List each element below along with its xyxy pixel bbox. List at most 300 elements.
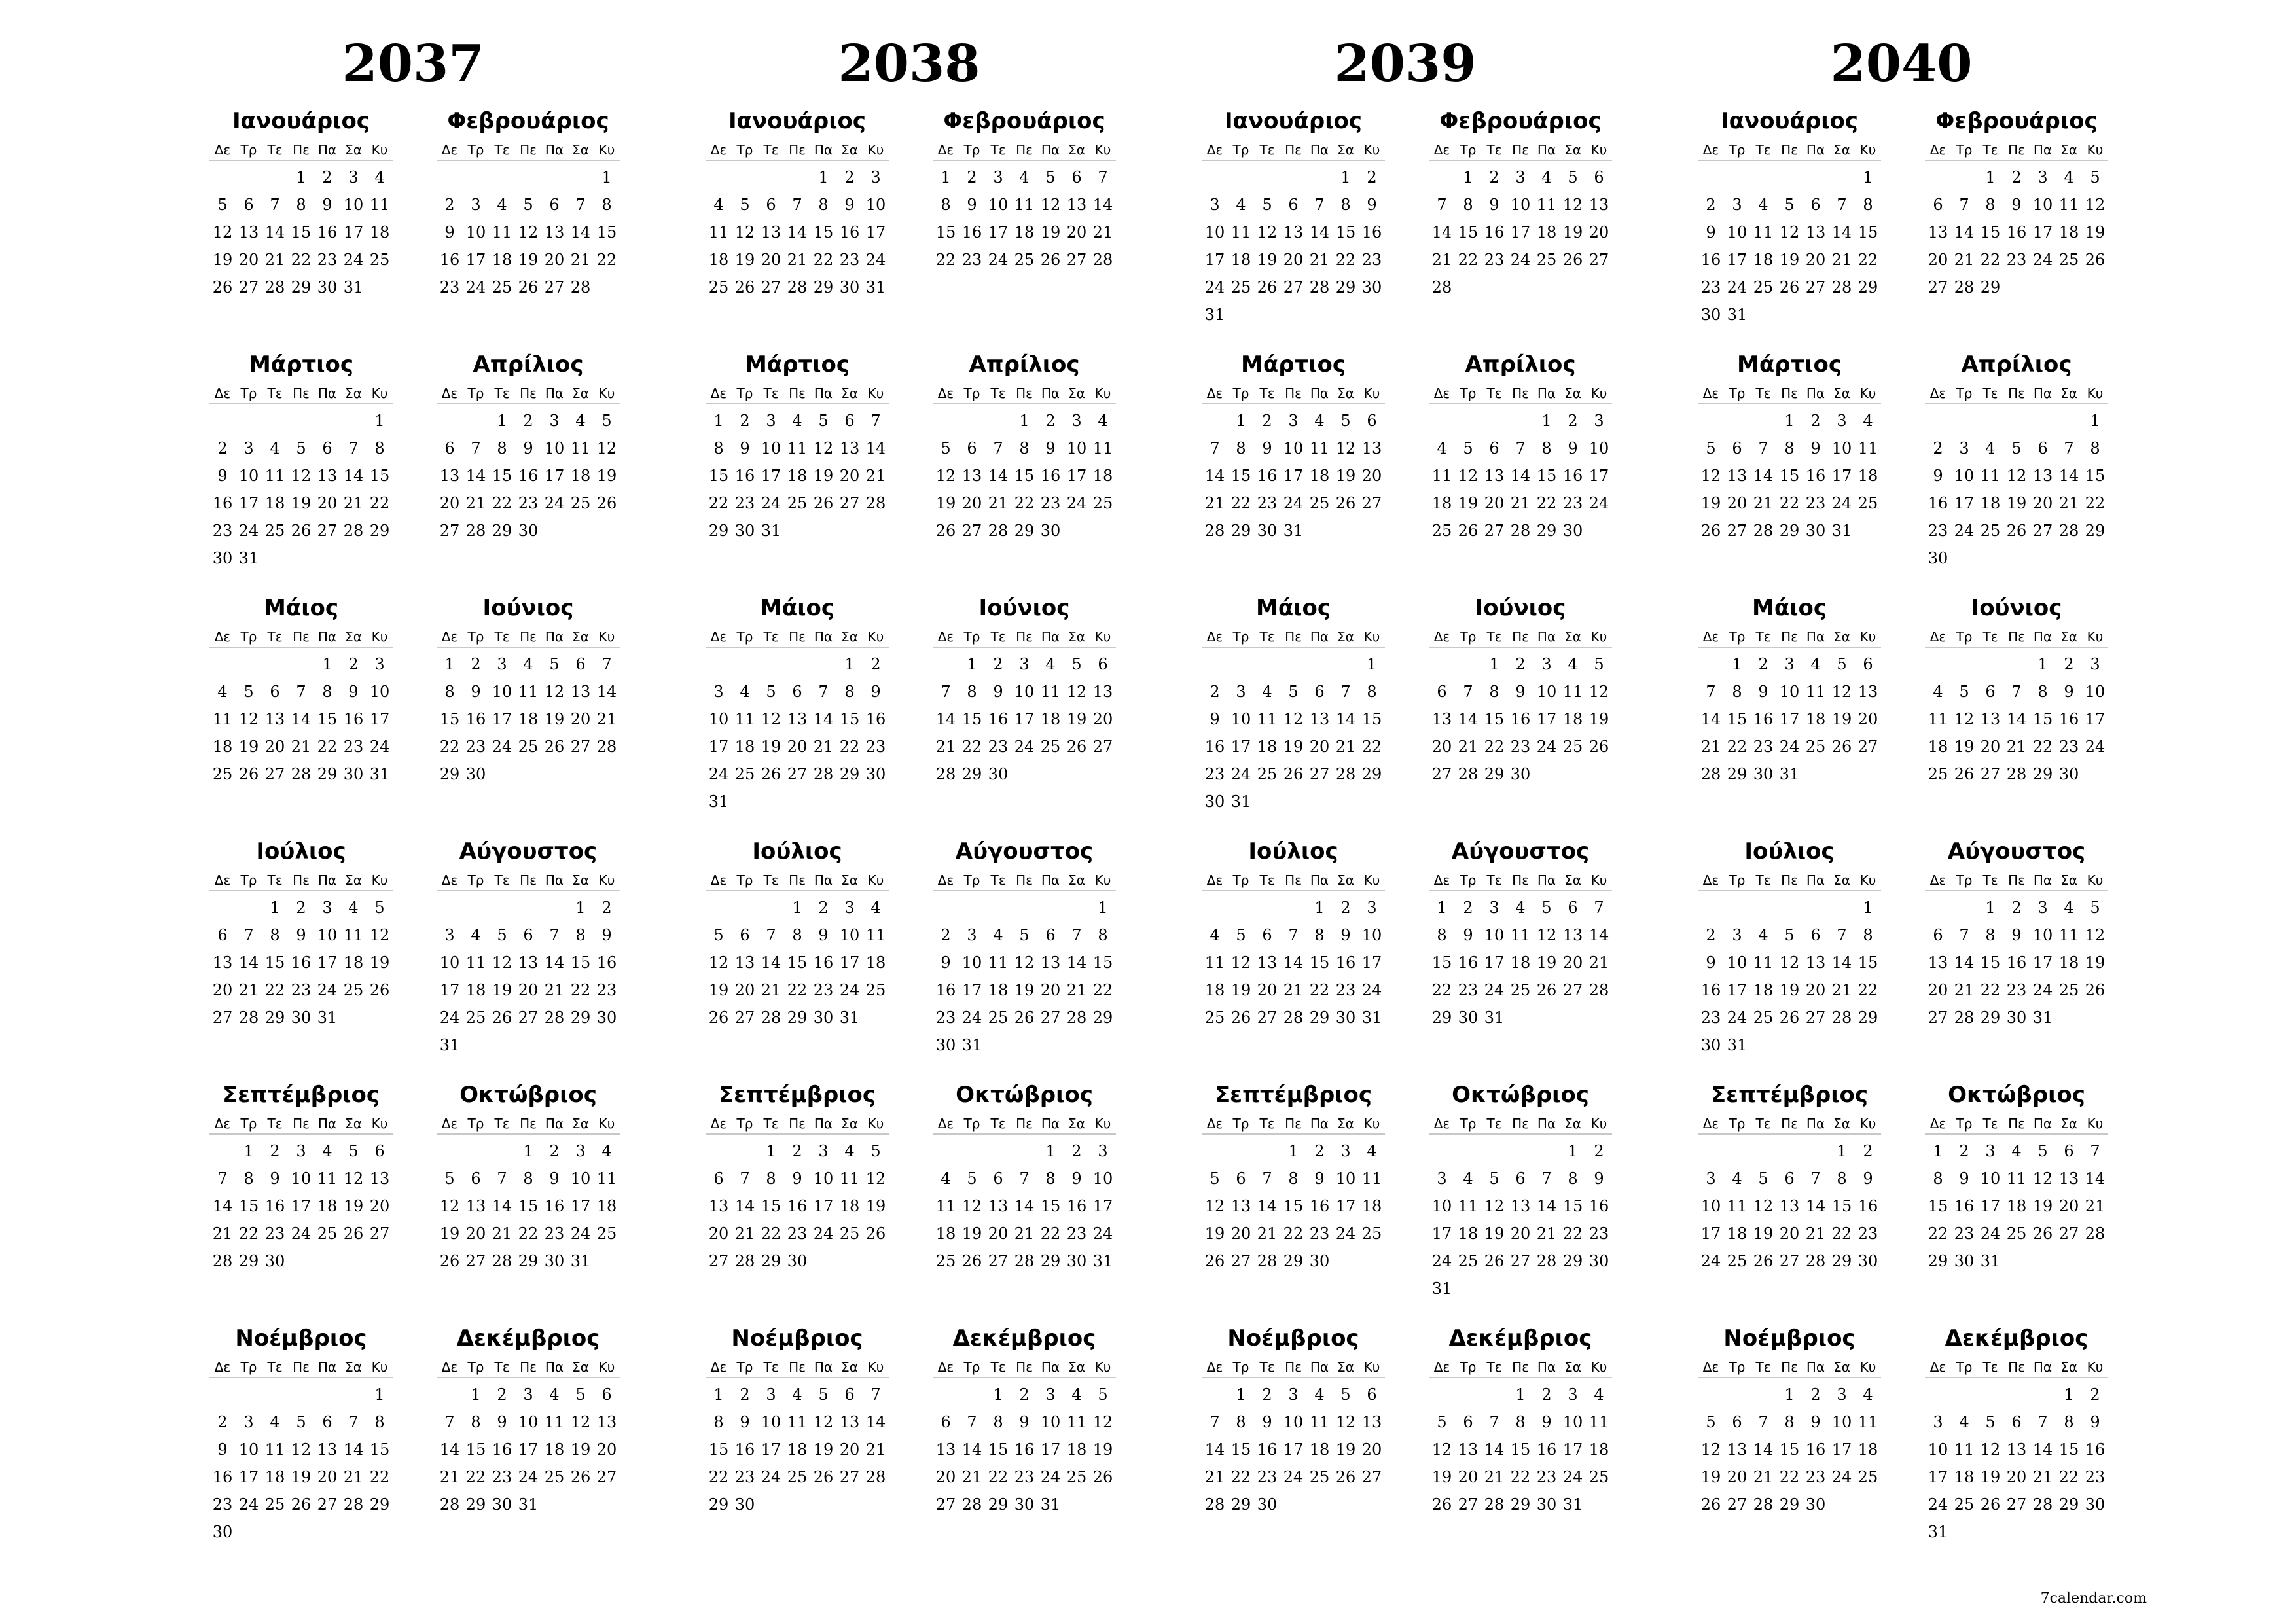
day-number: 18 xyxy=(787,1440,808,1459)
year-block-2038 xyxy=(676,26,1142,1558)
day-number: 20 xyxy=(2058,1197,2079,1215)
weekday-label: Πα xyxy=(1806,1116,1825,1132)
day-number: 31 xyxy=(1431,1279,1452,1298)
weekday-label: Δε xyxy=(1206,142,1223,158)
day-number: 20 xyxy=(1283,251,1304,269)
weekday-label: Πε xyxy=(520,385,537,401)
day-number: 23 xyxy=(1536,1468,1557,1486)
weekday-label: Πε xyxy=(1781,385,1798,401)
day-number: 9 xyxy=(1515,683,1526,701)
weekday-label: Σα xyxy=(841,1359,858,1375)
day-number: 9 xyxy=(1568,439,1578,457)
day-grid xyxy=(209,164,393,334)
day-number: 6 xyxy=(1732,439,1742,457)
weekday-label: Σα xyxy=(345,385,362,401)
day-number: 16 xyxy=(1700,251,1721,269)
day-number: 16 xyxy=(1954,1197,1975,1215)
day-number: 15 xyxy=(1980,954,2001,972)
day-number: 21 xyxy=(291,738,312,756)
weekday-label: Πε xyxy=(1781,629,1798,645)
day-number: 6 xyxy=(2011,1413,2022,1431)
day-number: 11 xyxy=(1753,954,1774,972)
day-number: 25 xyxy=(596,1224,617,1243)
day-number: 11 xyxy=(865,926,886,944)
weekday-header xyxy=(437,383,620,404)
day-number: 11 xyxy=(839,1169,860,1188)
day-number: 21 xyxy=(1484,1468,1505,1486)
day-number: 5 xyxy=(1340,412,1351,430)
day-number: 2 xyxy=(1959,1142,1969,1160)
day-number: 14 xyxy=(2058,467,2079,485)
weekday-label: Πε xyxy=(520,142,537,158)
day-number: 21 xyxy=(439,1468,460,1486)
day-number: 16 xyxy=(1857,1197,1878,1215)
weekday-label: Τρ xyxy=(1460,872,1477,888)
day-number: 23 xyxy=(1510,738,1531,756)
day-number: 13 xyxy=(2058,1169,2079,1188)
day-number: 17 xyxy=(317,954,338,972)
weekday-label: Πε xyxy=(1285,142,1302,158)
day-grid xyxy=(1698,164,1881,334)
weekday-label: Πα xyxy=(317,1359,337,1375)
day-number: 18 xyxy=(1805,710,1826,728)
weekday-label: Δε xyxy=(441,385,458,401)
day-number: 24 xyxy=(465,278,486,296)
weekday-label: Τε xyxy=(1259,142,1275,158)
day-grid xyxy=(1429,1137,1612,1308)
day-number: 20 xyxy=(1779,1224,1800,1243)
day-number: 1 xyxy=(1541,412,1552,430)
day-number: 19 xyxy=(2006,494,2027,512)
day-number: 12 xyxy=(2006,467,2027,485)
day-number: 26 xyxy=(1753,1252,1774,1270)
day-number: 22 xyxy=(570,981,591,999)
day-number: 24 xyxy=(518,1468,539,1486)
day-number: 18 xyxy=(1040,710,1061,728)
day-number: 5 xyxy=(601,412,612,430)
day-number: 5 xyxy=(296,1413,306,1431)
day-number: 8 xyxy=(1463,196,1473,214)
day-number: 10 xyxy=(1980,1169,2001,1188)
day-number: 16 xyxy=(1536,1440,1557,1459)
day-number: 7 xyxy=(967,1413,977,1431)
weekday-label: Δε xyxy=(214,1359,231,1375)
day-number: 3 xyxy=(444,926,455,944)
day-number: 16 xyxy=(2006,954,2027,972)
day-number: 4 xyxy=(348,899,359,917)
day-number: 18 xyxy=(2058,954,2079,972)
weekday-label: Τρ xyxy=(240,142,257,158)
day-number: 7 xyxy=(1210,1413,1220,1431)
day-number: 8 xyxy=(444,683,455,701)
day-number: 11 xyxy=(2058,926,2079,944)
weekday-label: Τε xyxy=(1259,872,1275,888)
weekday-label: Πε xyxy=(1512,872,1529,888)
day-number: 15 xyxy=(369,467,390,485)
weekday-label: Πε xyxy=(2008,385,2025,401)
day-number: 26 xyxy=(2085,981,2106,999)
day-number: 19 xyxy=(1779,251,1800,269)
day-number: 30 xyxy=(1928,549,1948,567)
day-number: 24 xyxy=(1588,494,1609,512)
day-number: 7 xyxy=(217,1169,228,1188)
weekday-label: Τε xyxy=(494,385,510,401)
day-number: 12 xyxy=(1588,683,1609,701)
day-number: 14 xyxy=(1753,1440,1774,1459)
weekday-label: Πε xyxy=(1016,1359,1033,1375)
day-number: 1 xyxy=(844,655,855,673)
weekday-label: Πε xyxy=(1512,1116,1529,1132)
day-number: 29 xyxy=(291,278,312,296)
day-number: 13 xyxy=(787,710,808,728)
day-number: 14 xyxy=(1092,196,1113,214)
weekday-label: Πε xyxy=(2008,142,2025,158)
day-number: 21 xyxy=(212,1224,233,1243)
weekday-label: Πα xyxy=(1806,142,1825,158)
day-number: 15 xyxy=(1092,954,1113,972)
day-number: 17 xyxy=(708,738,729,756)
day-number: 25 xyxy=(1857,494,1878,512)
day-number: 10 xyxy=(761,439,781,457)
day-number: 13 xyxy=(317,467,338,485)
day-number: 28 xyxy=(343,522,364,540)
day-number: 31 xyxy=(1283,522,1304,540)
day-number: 22 xyxy=(369,494,390,512)
day-number: 25 xyxy=(1536,251,1557,269)
day-number: 1 xyxy=(1985,168,1996,187)
day-number: 6 xyxy=(1594,168,1604,187)
day-number: 3 xyxy=(322,899,332,917)
weekday-header xyxy=(1698,1357,1881,1378)
day-number: 25 xyxy=(1954,1495,1975,1514)
day-number: 2 xyxy=(2064,655,2074,673)
weekday-header xyxy=(1698,140,1881,161)
day-number: 9 xyxy=(1810,1413,1821,1431)
weekday-label: Πε xyxy=(1016,142,1033,158)
day-number: 2 xyxy=(1863,1142,1873,1160)
day-number: 8 xyxy=(1288,1169,1299,1188)
day-number: 4 xyxy=(1463,1169,1473,1188)
day-number: 13 xyxy=(1361,439,1382,457)
day-number: 10 xyxy=(1928,1440,1948,1459)
day-number: 14 xyxy=(291,710,312,728)
day-number: 30 xyxy=(212,1523,233,1541)
day-number: 29 xyxy=(1014,522,1035,540)
day-number: 11 xyxy=(1753,223,1774,241)
day-number: 25 xyxy=(839,1224,860,1243)
day-number: 2 xyxy=(1340,899,1351,917)
day-number: 11 xyxy=(2058,196,2079,214)
weekday-label: Πε xyxy=(1016,1116,1033,1132)
day-number: 13 xyxy=(1484,467,1505,485)
day-number: 12 xyxy=(961,1197,982,1215)
day-number: 25 xyxy=(343,981,364,999)
weekday-label: Δε xyxy=(1929,385,1946,401)
weekday-label: Δε xyxy=(1433,872,1450,888)
day-number: 23 xyxy=(1361,251,1382,269)
month-name: Ιούλιος xyxy=(752,838,842,865)
month-calendar xyxy=(706,592,889,827)
day-number: 15 xyxy=(761,1197,781,1215)
day-number: 26 xyxy=(1335,1468,1356,1486)
day-number: 15 xyxy=(291,223,312,241)
day-number: 27 xyxy=(369,1224,390,1243)
day-number: 27 xyxy=(1805,278,1826,296)
month-name: Ιούλιος xyxy=(1248,838,1338,865)
day-grid xyxy=(1698,1137,1881,1308)
weekday-header xyxy=(706,1114,889,1135)
weekday-label: Κυ xyxy=(598,142,615,158)
day-number: 7 xyxy=(296,683,306,701)
day-number: 14 xyxy=(761,954,781,972)
day-number: 10 xyxy=(1066,439,1087,457)
day-number: 23 xyxy=(988,738,1009,756)
day-number: 26 xyxy=(1204,1252,1225,1270)
day-number: 21 xyxy=(1588,954,1609,972)
weekday-label: Κυ xyxy=(1094,629,1111,645)
day-number: 27 xyxy=(839,494,860,512)
weekday-label: Δε xyxy=(710,142,727,158)
weekday-label: Πε xyxy=(1781,1116,1798,1132)
day-number: 4 xyxy=(1594,1385,1604,1404)
day-number: 26 xyxy=(1779,278,1800,296)
day-number: 13 xyxy=(2032,467,2053,485)
day-number: 13 xyxy=(1361,1413,1382,1431)
day-number: 1 xyxy=(993,1385,1003,1404)
weekday-label: Κυ xyxy=(867,629,884,645)
day-number: 13 xyxy=(1805,954,1826,972)
day-number: 1 xyxy=(243,1142,254,1160)
day-grid xyxy=(1202,164,1385,334)
weekday-label: Τε xyxy=(1486,1359,1502,1375)
day-number: 30 xyxy=(1700,1036,1721,1054)
day-number: 19 xyxy=(518,251,539,269)
day-number: 7 xyxy=(818,683,829,701)
day-number: 18 xyxy=(1928,738,1948,756)
day-number: 30 xyxy=(813,1008,834,1027)
day-number: 8 xyxy=(1098,926,1108,944)
day-number: 14 xyxy=(1458,710,1479,728)
day-number: 7 xyxy=(1594,899,1604,917)
weekday-label: Πα xyxy=(317,142,337,158)
day-number: 11 xyxy=(1928,710,1948,728)
day-number: 30 xyxy=(734,522,755,540)
day-number: 19 xyxy=(1700,1468,1721,1486)
day-number: 21 xyxy=(1257,1224,1278,1243)
day-number: 23 xyxy=(212,1495,233,1514)
day-number: 27 xyxy=(1980,765,2001,783)
day-number: 15 xyxy=(1040,1197,1061,1215)
weekday-label: Πα xyxy=(545,629,564,645)
day-number: 21 xyxy=(1954,981,1975,999)
weekday-label: Κυ xyxy=(867,872,884,888)
weekday-label: Σα xyxy=(572,1359,589,1375)
weekday-label: Πα xyxy=(814,1116,833,1132)
day-grid xyxy=(1925,894,2108,1064)
day-number: 21 xyxy=(961,1468,982,1486)
day-number: 24 xyxy=(1014,738,1035,756)
day-number: 1 xyxy=(1236,412,1246,430)
day-number: 25 xyxy=(1928,765,1948,783)
day-number: 7 xyxy=(870,1385,881,1404)
day-number: 15 xyxy=(1283,1197,1304,1215)
day-number: 29 xyxy=(839,765,860,783)
day-number: 15 xyxy=(1727,710,1748,728)
year-title: 2040 xyxy=(1830,34,1973,94)
day-number: 10 xyxy=(1014,683,1035,701)
day-number: 18 xyxy=(2058,223,2079,241)
day-number: 3 xyxy=(844,899,855,917)
day-number: 19 xyxy=(1954,738,1975,756)
day-number: 15 xyxy=(708,1440,729,1459)
weekday-label: Πα xyxy=(1310,1116,1329,1132)
month-name: Δεκέμβριος xyxy=(952,1325,1096,1351)
weekday-label: Δε xyxy=(1702,629,1719,645)
day-number: 5 xyxy=(1959,683,1969,701)
day-number: 16 xyxy=(1805,1440,1826,1459)
day-number: 9 xyxy=(601,926,612,944)
day-number: 17 xyxy=(761,467,781,485)
day-number: 21 xyxy=(264,251,285,269)
day-number: 31 xyxy=(708,793,729,811)
day-number: 30 xyxy=(1014,1495,1035,1514)
day-number: 12 xyxy=(1831,683,1852,701)
month-name: Ιούλιος xyxy=(256,838,346,865)
day-number: 18 xyxy=(212,738,233,756)
day-number: 28 xyxy=(1588,981,1609,999)
day-number: 27 xyxy=(570,738,591,756)
day-number: 27 xyxy=(1805,1008,1826,1027)
weekday-header xyxy=(437,1114,620,1135)
weekday-label: Κυ xyxy=(1590,1116,1607,1132)
month-calendar xyxy=(1429,105,1612,340)
day-number: 26 xyxy=(238,765,259,783)
weekday-label: Κυ xyxy=(1094,142,1111,158)
day-number: 14 xyxy=(343,467,364,485)
day-number: 27 xyxy=(787,765,808,783)
day-number: 21 xyxy=(343,1468,364,1486)
day-number: 24 xyxy=(1484,981,1505,999)
day-number: 11 xyxy=(708,223,729,241)
day-number: 4 xyxy=(792,412,802,430)
weekday-label: Πα xyxy=(1310,385,1329,401)
day-number: 27 xyxy=(961,522,982,540)
day-number: 15 xyxy=(2032,710,2053,728)
day-number: 26 xyxy=(291,1495,312,1514)
day-number: 10 xyxy=(961,954,982,972)
day-number: 18 xyxy=(343,954,364,972)
day-number: 10 xyxy=(708,710,729,728)
day-number: 14 xyxy=(1335,710,1356,728)
day-number: 4 xyxy=(1515,899,1526,917)
month-name: Σεπτέμβριος xyxy=(1710,1082,1869,1108)
weekday-label: Τρ xyxy=(1232,1116,1249,1132)
day-number: 20 xyxy=(1230,1224,1251,1243)
weekday-label: Τρ xyxy=(736,1116,753,1132)
day-number: 29 xyxy=(761,1252,781,1270)
month-name: Αύγουστος xyxy=(1947,838,2086,865)
weekday-label: Πε xyxy=(2008,1116,2025,1132)
day-number: 28 xyxy=(1204,1495,1225,1514)
day-number: 5 xyxy=(1837,655,1847,673)
day-number: 13 xyxy=(465,1197,486,1215)
day-number: 23 xyxy=(264,1224,285,1243)
day-number: 30 xyxy=(1309,1252,1330,1270)
weekday-label: Κυ xyxy=(371,1116,388,1132)
day-number: 22 xyxy=(1014,494,1035,512)
day-number: 10 xyxy=(343,196,364,214)
weekday-label: Τε xyxy=(267,385,283,401)
day-number: 22 xyxy=(1562,1224,1583,1243)
day-number: 24 xyxy=(1335,1224,1356,1243)
month-calendar xyxy=(209,348,393,584)
day-number: 7 xyxy=(1959,196,1969,214)
day-number: 22 xyxy=(1536,494,1557,512)
day-number: 19 xyxy=(813,467,834,485)
weekday-label: Σα xyxy=(345,142,362,158)
day-number: 23 xyxy=(544,1224,565,1243)
day-number: 24 xyxy=(1831,1468,1852,1486)
day-number: 31 xyxy=(439,1036,460,1054)
weekday-label: Πε xyxy=(1781,1359,1798,1375)
day-number: 19 xyxy=(1257,251,1278,269)
weekday-label: Πε xyxy=(789,629,806,645)
day-number: 23 xyxy=(935,1008,956,1027)
day-number: 2 xyxy=(523,412,533,430)
day-number: 15 xyxy=(1536,467,1557,485)
day-number: 10 xyxy=(291,1169,312,1188)
day-number: 5 xyxy=(1541,899,1552,917)
day-number: 13 xyxy=(439,467,460,485)
day-number: 20 xyxy=(439,494,460,512)
day-number: 27 xyxy=(1361,1468,1382,1486)
weekday-label: Τε xyxy=(1982,142,1998,158)
weekday-label: Πε xyxy=(1512,142,1529,158)
weekday-label: Τε xyxy=(267,629,283,645)
day-number: 17 xyxy=(988,223,1009,241)
day-number: 11 xyxy=(264,1440,285,1459)
day-number: 8 xyxy=(322,683,332,701)
day-number: 15 xyxy=(1980,223,2001,241)
day-number: 5 xyxy=(549,655,560,673)
day-number: 29 xyxy=(1831,1252,1852,1270)
day-number: 8 xyxy=(1340,196,1351,214)
day-number: 29 xyxy=(1040,1252,1061,1270)
day-number: 2 xyxy=(993,655,1003,673)
day-number: 31 xyxy=(961,1036,982,1054)
day-number: 14 xyxy=(212,1197,233,1215)
day-number: 6 xyxy=(766,196,776,214)
day-number: 6 xyxy=(1437,683,1447,701)
day-number: 18 xyxy=(734,738,755,756)
day-number: 7 xyxy=(348,1413,359,1431)
day-number: 9 xyxy=(348,683,359,701)
day-number: 5 xyxy=(1262,196,1272,214)
day-number: 3 xyxy=(374,655,385,673)
day-number: 23 xyxy=(1805,1468,1826,1486)
day-number: 11 xyxy=(317,1169,338,1188)
month-calendar xyxy=(437,1322,620,1558)
month-calendar xyxy=(437,105,620,340)
day-number: 23 xyxy=(1928,522,1948,540)
day-number: 6 xyxy=(792,683,802,701)
day-number: 7 xyxy=(1706,683,1716,701)
day-number: 30 xyxy=(988,765,1009,783)
day-number: 5 xyxy=(1784,926,1795,944)
day-number: 6 xyxy=(217,926,228,944)
day-number: 19 xyxy=(1458,494,1479,512)
weekday-label: Πα xyxy=(545,385,564,401)
